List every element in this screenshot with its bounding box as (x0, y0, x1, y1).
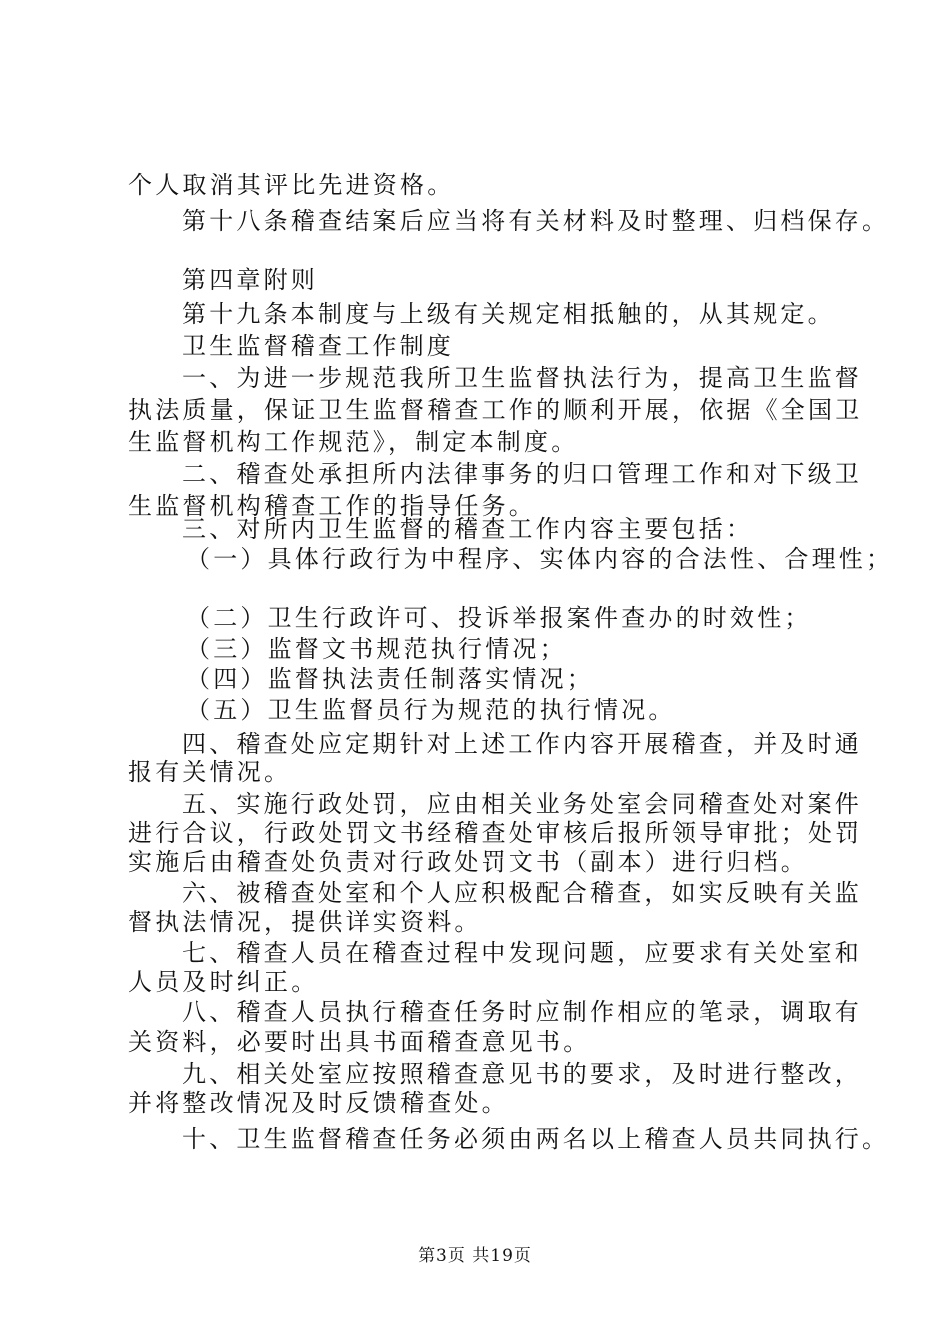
list-item: （二）卫生行政许可、投诉举报案件查办的时效性； (186, 604, 812, 632)
list-item: （五）卫生监督员行为规范的执行情况。 (186, 696, 676, 724)
text-line: 进行合议，行政处罚文书经稽查处审核后报所领导审批；处罚 (128, 819, 863, 847)
text-line: 三、对所内卫生监督的稽查工作内容主要包括： (182, 515, 754, 543)
text-line: 实施后由稽查处负责对行政处罚文书（副本）进行归档。 (128, 848, 808, 876)
text-line: 督执法情况，提供详实资料。 (128, 908, 482, 936)
text-line: 四、稽查处应定期针对上述工作内容开展稽查，并及时通 (182, 730, 862, 758)
text-line: 人员及时纠正。 (128, 968, 319, 996)
text-line: 二、稽查处承担所内法律事务的归口管理工作和对下级卫 (182, 460, 862, 488)
text-line: 执法质量，保证卫生监督稽查工作的顺利开展，依据《全国卫 (128, 396, 863, 424)
text-line: 报有关情况。 (128, 758, 292, 786)
text-line: 个人取消其评比先进资格。 (128, 171, 455, 199)
list-item: （一）具体行政行为中程序、实体内容的合法性、合理性； (186, 545, 894, 573)
section-title: 卫生监督稽查工作制度 (182, 332, 454, 360)
text-line: 五、实施行政处罚，应由相关业务处室会同稽查处对案件 (182, 790, 862, 818)
article-18: 第十八条稽查结案后应当将有关材料及时整理、归档保存。 (182, 207, 890, 235)
text-line: 一、为进一步规范我所卫生监督执法行为，提高卫生监督 (182, 364, 862, 392)
list-item: （四）监督执法责任制落实情况； (186, 665, 594, 693)
article-19: 第十九条本制度与上级有关规定相抵触的，从其规定。 (182, 300, 835, 328)
page-footer: 第3页 共19页 (418, 1246, 532, 1266)
text-line: 关资料，必要时出具书面稽查意见书。 (128, 1028, 591, 1056)
text-line: 生监督机构稽查工作的指导任务。 (128, 492, 536, 520)
text-line: 八、稽查人员执行稽查任务时应制作相应的笔录，调取有 (182, 998, 862, 1026)
text-line: 生监督机构工作规范》，制定本制度。 (128, 428, 579, 456)
text-line: 六、被稽查处室和个人应积极配合稽查，如实反映有关监 (182, 879, 862, 907)
list-item: （三）监督文书规范执行情况； (186, 635, 567, 663)
text-line: 并将整改情况及时反馈稽查处。 (128, 1089, 509, 1117)
text-line: 九、相关处室应按照稽查意见书的要求，及时进行整改， (182, 1060, 862, 1088)
chapter-4-heading: 第四章附则 (182, 266, 318, 294)
text-line: 七、稽查人员在稽查过程中发现问题，应要求有关处室和 (182, 939, 862, 967)
text-line: 十、卫生监督稽查任务必须由两名以上稽查人员共同执行。 (182, 1125, 890, 1153)
